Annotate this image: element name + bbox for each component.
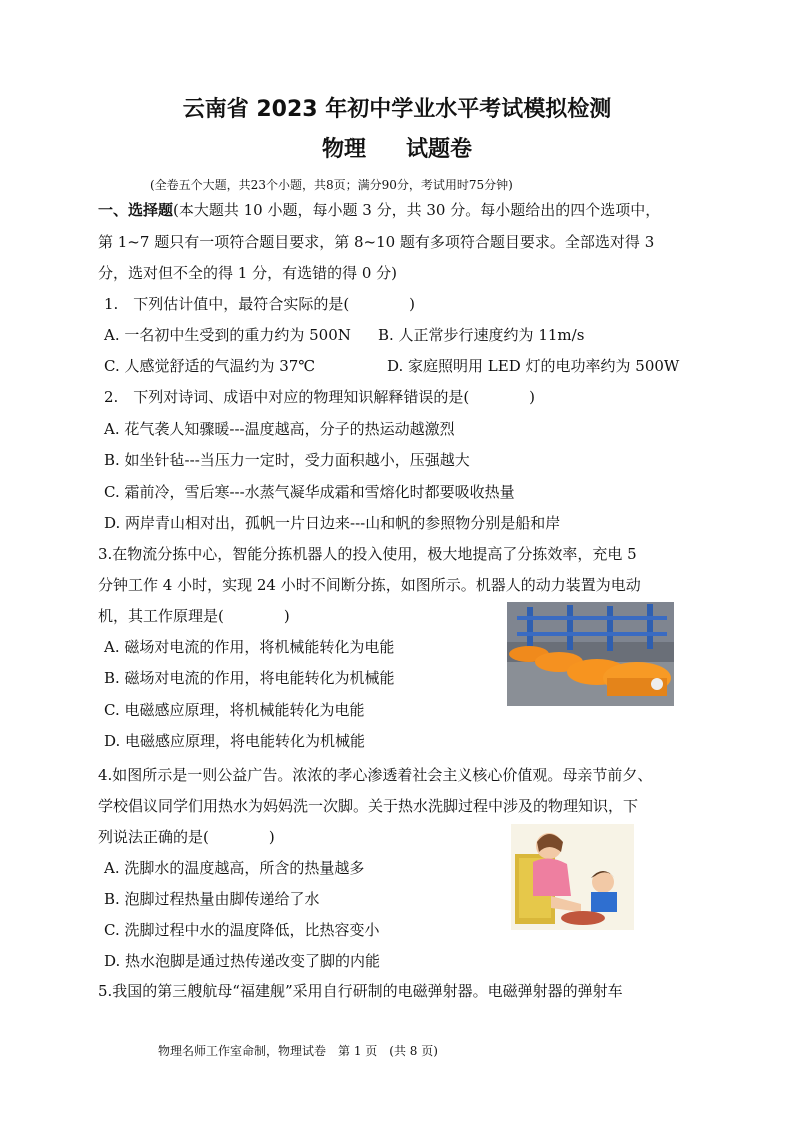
q3-stem-1: 3.在物流分拣中心，智能分拣机器人的投入使用，极大地提高了分拣效率，充电 5	[98, 545, 637, 563]
page-title: 云南省 2023 年初中学业水平考试模拟检测	[182, 97, 612, 122]
section-heading: 一、选择题	[98, 201, 174, 219]
q4-option-c: C. 洗脚过程中水的温度降低，比热容变小	[104, 921, 380, 939]
q1-option-a: A. 一名初中生受到的重力约为 500N	[104, 326, 351, 344]
q4-option-d: D. 热水泡脚是通过热传递改变了脚的内能	[104, 952, 381, 970]
section-heading-line	[98, 200, 660, 220]
paper-label: 试题卷	[406, 137, 473, 162]
q1-option-c: C. 人感觉舒适的气温约为 37℃	[104, 357, 316, 375]
exam-note: (全卷五个大题，共23个小题，共8页；满分90分，考试用时75分钟)	[150, 178, 513, 192]
q1-option-d: D. 家庭照明用 LED 灯的电功率约为 500W	[387, 357, 680, 375]
page-footer: 物理名师工作室命制，物理试卷 第 1 页 (共 8 页)	[158, 1044, 438, 1058]
q2-option-d: D. 两岸青山相对出，孤帆一片日边来---山和帆的参照物分别是船和岸	[104, 514, 561, 532]
q2-option-a: A. 花气袭人知骤暖---温度越高，分子的热运动越激烈	[104, 420, 455, 438]
q2-stem: 2. 下列对诗词、成语中对应的物理知识解释错误的是( )	[104, 388, 536, 406]
q4-stem-3: 列说法正确的是( )	[98, 828, 275, 846]
robots-illustration	[507, 602, 674, 706]
q3-stem-3: 机，其工作原理是( )	[98, 607, 290, 625]
foot-washing-image	[511, 824, 634, 930]
section-instructions-2: 第 1~7 题只有一项符合题目要求，第 8~10 题有多项符合题目要求。全部选对得 3	[98, 233, 655, 251]
foot-washing-illustration	[511, 824, 634, 930]
q4-stem-1: 4.如图所示是一则公益广告。浓浓的孝心渗透着社会主义核心价值观。母亲节前夕、	[98, 766, 653, 784]
q4-option-b: B. 泡脚过程热量由脚传递给了水	[104, 890, 320, 908]
q1-option-b: B. 人正常步行速度约为 11m/s	[378, 326, 585, 344]
page-subtitle	[0, 132, 794, 163]
sorting-robots-image	[507, 602, 674, 706]
q3-option-d: D. 电磁感应原理，将电能转化为机械能	[104, 732, 366, 750]
q1-stem: 1. 下列估计值中，最符合实际的是( )	[104, 295, 416, 313]
section-instructions-1: (本大题共 10 小题，每小题 3 分，共 30 分。每小题给出的四个选项中，	[173, 201, 661, 219]
q2-option-b: B. 如坐针毡---当压力一定时，受力面积越小，压强越大	[104, 451, 470, 469]
q4-stem-2: 学校倡议同学们用热水为妈妈洗一次脚。关于热水洗脚过程中涉及的物理知识，下	[98, 797, 639, 815]
q2-option-c: C. 霜前冷，雪后寒---水蒸气凝华成霜和雪熔化时都要吸收热量	[104, 483, 515, 501]
q3-option-a: A. 磁场对电流的作用，将机械能转化为电能	[104, 638, 395, 656]
q4-option-a: A. 洗脚水的温度越高，所含的热量越多	[104, 859, 365, 877]
q3-option-b: B. 磁场对电流的作用，将电能转化为机械能	[104, 669, 395, 687]
section-instructions-3: 分，选对但不全的得 1 分，有选错的得 0 分)	[98, 264, 398, 282]
q5-stem: 5.我国的第三艘航母“福建舰”采用自行研制的电磁弹射器。电磁弹射器的弹射车	[98, 982, 623, 1000]
q3-stem-2: 分钟工作 4 小时，实现 24 小时不间断分拣，如图所示。机器人的动力装置为电动	[98, 576, 641, 594]
subject-label: 物理	[321, 137, 366, 162]
q3-option-c: C. 电磁感应原理，将机械能转化为电能	[104, 701, 365, 719]
